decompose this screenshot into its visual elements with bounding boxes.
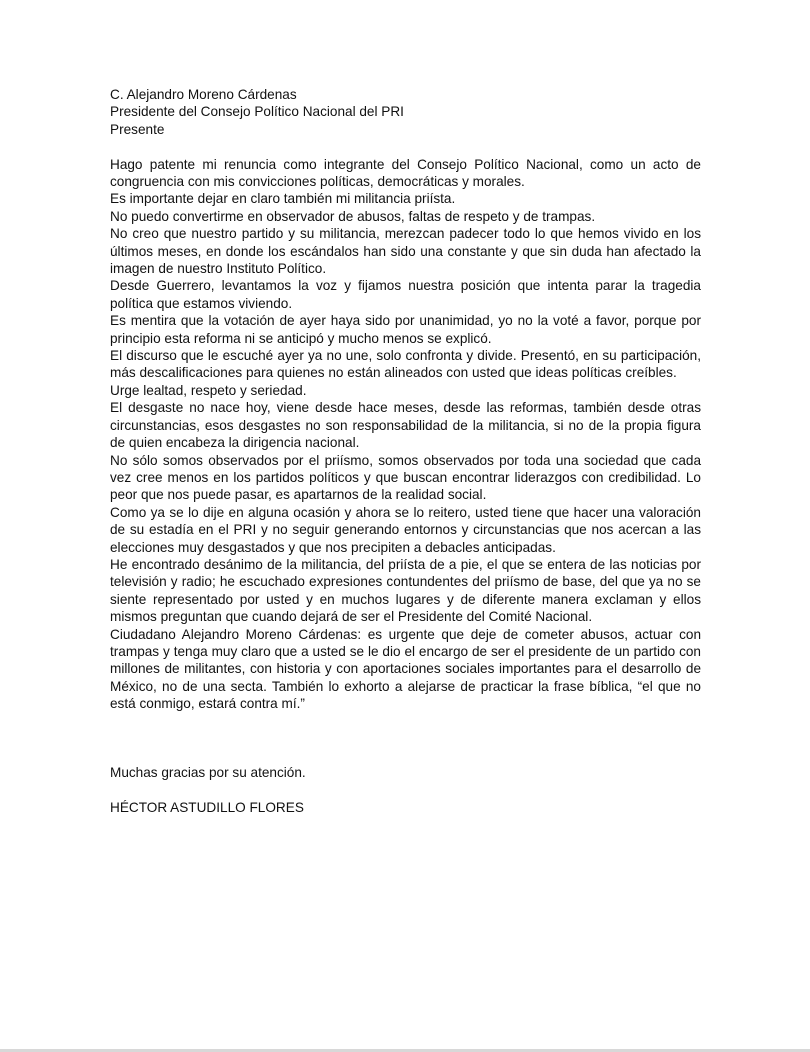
paragraph-loyalty: Urge lealtad, respeto y seriedad. — [110, 382, 307, 398]
paragraph-speech: El discurso que le escuché ayer ya no une, solo confronta y divide. Presentó, en su participación, más descalificaciones para quienes no están alineados con usted que ideas políticas creíbles. — [110, 348, 701, 381]
paragraph-citizen: Ciudadano Alejandro Moreno Cárdenas: es urgente que deje de cometer abusos, actuar con trampas y tenga muy claro que a usted se le dio el encargo de ser el presidente de un partido con millones de militantes, con historia y con aportaciones sociales importantes para el desarrollo de México, no de una secta. También lo exhorto a alejarse de practicar la frase bíblica, “el que no está conmigo, estará contra mí.” — [110, 626, 701, 712]
paragraph-society: No sólo somos observados por el priísmo, somos observados por toda una sociedad que cada vez cree menos en los partidos políticos y que buscan encontrar liderazgos con credibilidad. Lo peor que nos puede pasar, es apartarnos de la realidad social. — [110, 452, 701, 503]
paragraph-wear: El desgaste no nace hoy, viene desde hace meses, desde las reformas, también desde otras circunstancias, esos desgastes no son responsabilidad de la militancia, si no de la propia figura de quien encabeza la dirigencia nacional. — [110, 400, 701, 451]
address-block — [110, 86, 701, 138]
paragraph-assessment: Como ya se lo dije en alguna ocasión y ahora se lo reitero, usted tiene que hacer una valoración de su estadía en el PRI y no seguir generando entornos y circunstancias que nos acercan a las elecciones muy desgastados y que nos precipiten a debacles anticipadas. — [110, 504, 701, 555]
recipient-name: C. Alejandro Moreno Cárdenas — [110, 87, 297, 102]
paragraph-guerrero: Desde Guerrero, levantamos la voz y fijamos nuestra posición que intenta parar la tragedia política que estamos viviendo. — [110, 278, 701, 311]
paragraph-observer: No puedo convertirme en observador de abusos, faltas de respeto y de trampas. — [110, 208, 596, 224]
paragraph-resignation: Hago patente mi renuncia como integrante del Consejo Político Nacional, como un acto de congruencia con mis convicciones políticas, democráticas y morales. — [110, 156, 701, 190]
letter-body — [110, 156, 701, 713]
presente-line: Presente — [110, 121, 165, 137]
paragraph-militancy: Es importante dejar en claro también mi militancia priísta. — [110, 191, 456, 207]
paragraph-vote: Es mentira que la votación de ayer haya sido por unanimidad, yo no la voté a favor, porque por principio esta reforma ni se anticipó y mucho menos se explicó. — [110, 313, 701, 346]
letter-content — [110, 86, 701, 815]
paragraph-scandals: No creo que nuestro partido y su militancia, merezcan padecer todo lo que hemos vivido en los últimos meses, en donde los escándalos han sido una constante y que sin duda han afectado la imagen de nuestro Instituto Político. — [110, 226, 701, 277]
recipient-title: Presidente del Consejo Político Nacional del PRI — [110, 104, 404, 120]
closing-line: Muchas gracias por su atención. — [110, 765, 306, 780]
paragraph-discouragement: He encontrado desánimo de la militancia, del priísta de a pie, el que se entera de las noticias por televisión y radio; he escuchado expresiones contundentes del priísmo de base, del que ya no se siente representado por usted y en muchos lugares y de diferente manera exclaman y ellos mismos preguntan que cuando dejará de ser el Presidente del Comité Nacional. — [110, 556, 701, 625]
signature-name: HÉCTOR ASTUDILLO FLORES — [110, 800, 304, 815]
